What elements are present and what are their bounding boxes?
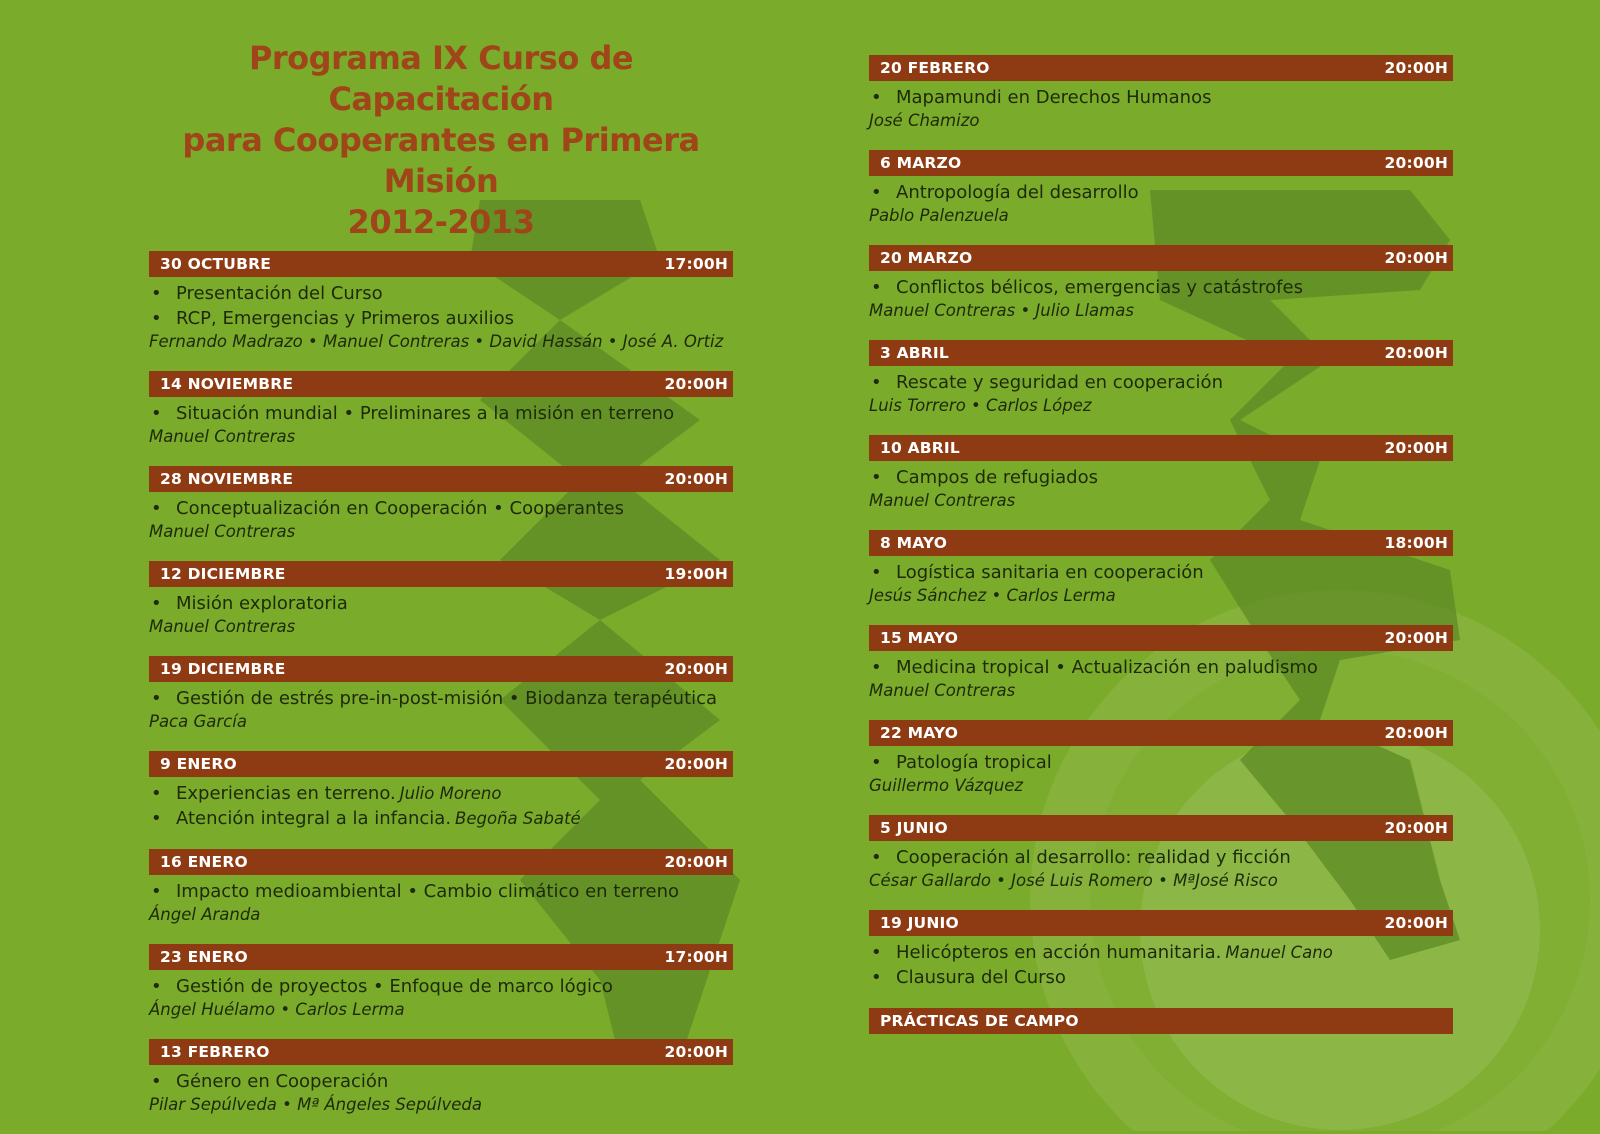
session-speakers: Manuel Contreras bbox=[869, 681, 1016, 700]
left-session-list bbox=[149, 251, 733, 1116]
topic-list bbox=[869, 180, 1453, 205]
right-session-list bbox=[869, 55, 1453, 1034]
session-date: 20 MARZO bbox=[880, 249, 973, 267]
topic-item bbox=[869, 940, 1453, 965]
session-header-bar bbox=[149, 944, 733, 970]
topic-list bbox=[869, 750, 1453, 775]
session-header-bar bbox=[869, 55, 1453, 81]
topic-item bbox=[869, 560, 1453, 585]
title-line-2: para Cooperantes en Primera Misión bbox=[182, 121, 700, 200]
session-speakers: Manuel Contreras • Julio Llamas bbox=[869, 301, 1134, 320]
session-header-bar bbox=[149, 751, 733, 777]
session-block bbox=[869, 530, 1453, 607]
session-speakers: José Chamizo bbox=[869, 111, 980, 130]
session-date: 23 ENERO bbox=[160, 948, 248, 966]
topic-text: Misión exploratoria bbox=[176, 593, 348, 614]
topic-item bbox=[149, 591, 733, 616]
session-time: 20:00H bbox=[664, 375, 728, 393]
session-speakers: Pilar Sepúlveda • Mª Ángeles Sepúlveda bbox=[149, 1095, 482, 1114]
session-date: 12 DICIEMBRE bbox=[160, 565, 286, 583]
topic-text: Género en Cooperación bbox=[176, 1071, 389, 1092]
session-date: 22 MAYO bbox=[880, 724, 959, 742]
session-block bbox=[149, 561, 733, 638]
session-block bbox=[869, 150, 1453, 227]
session-time: 20:00H bbox=[1384, 629, 1448, 647]
topic-item bbox=[149, 974, 733, 999]
session-time: 20:00H bbox=[1384, 59, 1448, 77]
topic-item bbox=[869, 845, 1453, 870]
topic-text: Conflictos bélicos, emergencias y catástrofes bbox=[896, 277, 1303, 298]
session-time: 20:00H bbox=[1384, 439, 1448, 457]
session-header-bar bbox=[869, 910, 1453, 936]
session-time: 20:00H bbox=[1384, 819, 1448, 837]
topic-text: Campos de refugiados bbox=[896, 467, 1098, 488]
session-date: 14 NOVIEMBRE bbox=[160, 375, 294, 393]
topic-list bbox=[149, 686, 733, 711]
session-time: 17:00H bbox=[664, 255, 728, 273]
session-header-bar bbox=[869, 435, 1453, 461]
topic-text: Cooperación al desarrollo: realidad y ficción bbox=[896, 847, 1291, 868]
session-block bbox=[869, 815, 1453, 892]
topic-list bbox=[869, 655, 1453, 680]
page-title bbox=[149, 38, 733, 243]
topic-text: Clausura del Curso bbox=[896, 967, 1066, 988]
topic-list bbox=[149, 879, 733, 904]
session-block bbox=[869, 910, 1453, 990]
topic-item bbox=[869, 965, 1453, 990]
topic-list bbox=[149, 496, 733, 521]
topic-list bbox=[149, 1069, 733, 1094]
right-column bbox=[869, 55, 1453, 1052]
session-header-bar bbox=[869, 720, 1453, 746]
topic-item bbox=[869, 465, 1453, 490]
topic-list bbox=[869, 85, 1453, 110]
topic-list bbox=[149, 281, 733, 331]
topic-item bbox=[149, 879, 733, 904]
session-header-bar bbox=[869, 340, 1453, 366]
session-block bbox=[869, 340, 1453, 417]
topic-item bbox=[149, 401, 733, 426]
topic-text: Mapamundi en Derechos Humanos bbox=[896, 87, 1212, 108]
session-date: 19 DICIEMBRE bbox=[160, 660, 286, 678]
topic-list bbox=[869, 370, 1453, 395]
session-date: PRÁCTICAS DE CAMPO bbox=[880, 1012, 1079, 1030]
session-header-bar bbox=[869, 150, 1453, 176]
topic-list bbox=[149, 591, 733, 616]
topic-text: RCP, Emergencias y Primeros auxilios bbox=[176, 308, 515, 329]
topic-text: Helicópteros en acción humanitaria. bbox=[896, 942, 1222, 963]
topic-text: Rescate y seguridad en cooperación bbox=[896, 372, 1223, 393]
session-speakers: Luis Torrero • Carlos López bbox=[869, 396, 1092, 415]
session-date: 10 ABRIL bbox=[880, 439, 960, 457]
session-header-bar bbox=[149, 251, 733, 277]
session-time: 20:00H bbox=[664, 1043, 728, 1061]
topic-speaker: Manuel Cano bbox=[1225, 943, 1333, 962]
topic-item bbox=[149, 496, 733, 521]
topic-text: Gestión de estrés pre-in-post-misión • Biodanza terapéutica bbox=[176, 688, 718, 709]
topic-item bbox=[149, 781, 733, 806]
topic-text: Situación mundial • Preliminares a la misión en terreno bbox=[176, 403, 675, 424]
topic-item bbox=[869, 85, 1453, 110]
topic-item bbox=[149, 306, 733, 331]
topic-speaker: Begoña Sabaté bbox=[455, 809, 581, 828]
session-time: 20:00H bbox=[664, 755, 728, 773]
session-header-bar bbox=[869, 625, 1453, 651]
session-time: 19:00H bbox=[664, 565, 728, 583]
session-speakers: Fernando Madrazo • Manuel Contreras • David Hassán • José A. Ortiz bbox=[149, 332, 724, 351]
session-date: 15 MAYO bbox=[880, 629, 959, 647]
session-date: 9 ENERO bbox=[160, 755, 237, 773]
topic-item bbox=[149, 281, 733, 306]
session-block bbox=[149, 849, 733, 926]
topic-item bbox=[149, 806, 733, 831]
session-speakers: Guillermo Vázquez bbox=[869, 776, 1024, 795]
session-time: 20:00H bbox=[664, 853, 728, 871]
session-header-bar bbox=[149, 466, 733, 492]
session-date: 19 JUNIO bbox=[880, 914, 959, 932]
session-time: 20:00H bbox=[1384, 154, 1448, 172]
topic-item bbox=[869, 750, 1453, 775]
session-date: 8 MAYO bbox=[880, 534, 948, 552]
session-header-bar bbox=[149, 371, 733, 397]
session-header-bar bbox=[869, 815, 1453, 841]
topic-text: Logística sanitaria en cooperación bbox=[896, 562, 1204, 583]
session-header-bar bbox=[869, 530, 1453, 556]
session-speakers: César Gallardo • José Luis Romero • MªJosé Risco bbox=[869, 871, 1278, 890]
session-block bbox=[149, 466, 733, 543]
session-speakers: Pablo Palenzuela bbox=[869, 206, 1009, 225]
topic-text: Gestión de proyectos • Enfoque de marco lógico bbox=[176, 976, 613, 997]
session-header-bar bbox=[149, 1039, 733, 1065]
session-date: 3 ABRIL bbox=[880, 344, 949, 362]
topic-list bbox=[149, 974, 733, 999]
session-block bbox=[869, 435, 1453, 512]
session-speakers: Ángel Huélamo • Carlos Lerma bbox=[149, 1000, 405, 1019]
session-header-bar bbox=[869, 1008, 1453, 1034]
session-date: 13 FEBRERO bbox=[160, 1043, 270, 1061]
topic-list bbox=[149, 401, 733, 426]
topic-text: Antropología del desarrollo bbox=[896, 182, 1139, 203]
topic-item bbox=[149, 686, 733, 711]
session-time: 17:00H bbox=[664, 948, 728, 966]
topic-text: Impacto medioambiental • Cambio climático en terreno bbox=[176, 881, 680, 902]
session-date: 16 ENERO bbox=[160, 853, 248, 871]
topic-text: Medicina tropical • Actualización en paludismo bbox=[896, 657, 1318, 678]
session-block bbox=[149, 1039, 733, 1116]
session-time: 20:00H bbox=[664, 660, 728, 678]
session-speakers: Ángel Aranda bbox=[149, 905, 261, 924]
session-speakers: Manuel Contreras bbox=[149, 617, 296, 636]
topic-text: Patología tropical bbox=[896, 752, 1052, 773]
session-block bbox=[869, 55, 1453, 132]
session-date: 30 OCTUBRE bbox=[160, 255, 272, 273]
session-time: 18:00H bbox=[1384, 534, 1448, 552]
topic-list bbox=[149, 781, 733, 831]
topic-list bbox=[869, 275, 1453, 300]
session-date: 20 FEBRERO bbox=[880, 59, 990, 77]
session-speakers: Manuel Contreras bbox=[869, 491, 1016, 510]
session-block bbox=[869, 1008, 1453, 1034]
session-header-bar bbox=[869, 245, 1453, 271]
session-speakers: Manuel Contreras bbox=[149, 522, 296, 541]
session-block bbox=[149, 656, 733, 733]
topic-item bbox=[869, 180, 1453, 205]
session-block bbox=[149, 371, 733, 448]
topic-list bbox=[869, 940, 1453, 990]
session-header-bar bbox=[149, 656, 733, 682]
session-block bbox=[869, 720, 1453, 797]
session-date: 6 MARZO bbox=[880, 154, 962, 172]
topic-text: Atención integral a la infancia. bbox=[176, 808, 452, 829]
session-time: 20:00H bbox=[1384, 724, 1448, 742]
session-time: 20:00H bbox=[1384, 344, 1448, 362]
session-block bbox=[869, 625, 1453, 702]
session-header-bar bbox=[149, 849, 733, 875]
session-block bbox=[869, 245, 1453, 322]
session-date: 5 JUNIO bbox=[880, 819, 948, 837]
topic-text: Presentación del Curso bbox=[176, 283, 383, 304]
session-speakers: Manuel Contreras bbox=[149, 427, 296, 446]
session-time: 20:00H bbox=[664, 470, 728, 488]
topic-item bbox=[869, 275, 1453, 300]
session-time: 20:00H bbox=[1384, 914, 1448, 932]
topic-list bbox=[869, 845, 1453, 870]
topic-item bbox=[869, 655, 1453, 680]
session-speakers: Jesús Sánchez • Carlos Lerma bbox=[869, 586, 1116, 605]
session-speakers: Paca García bbox=[149, 712, 247, 731]
session-date: 28 NOVIEMBRE bbox=[160, 470, 294, 488]
left-column bbox=[149, 38, 733, 1134]
session-block bbox=[149, 944, 733, 1021]
session-time: 20:00H bbox=[1384, 249, 1448, 267]
title-line-3: 2012-2013 bbox=[347, 203, 535, 241]
title-line-1: Programa IX Curso de Capacitación bbox=[248, 39, 634, 118]
session-block bbox=[149, 751, 733, 831]
topic-text: Experiencias en terreno. bbox=[176, 783, 396, 804]
topic-item bbox=[869, 370, 1453, 395]
session-block bbox=[149, 251, 733, 353]
session-header-bar bbox=[149, 561, 733, 587]
topic-text: Conceptualización en Cooperación • Cooperantes bbox=[176, 498, 624, 519]
topic-item bbox=[149, 1069, 733, 1094]
topic-list bbox=[869, 465, 1453, 490]
topic-list bbox=[869, 560, 1453, 585]
topic-speaker: Julio Moreno bbox=[399, 784, 502, 803]
